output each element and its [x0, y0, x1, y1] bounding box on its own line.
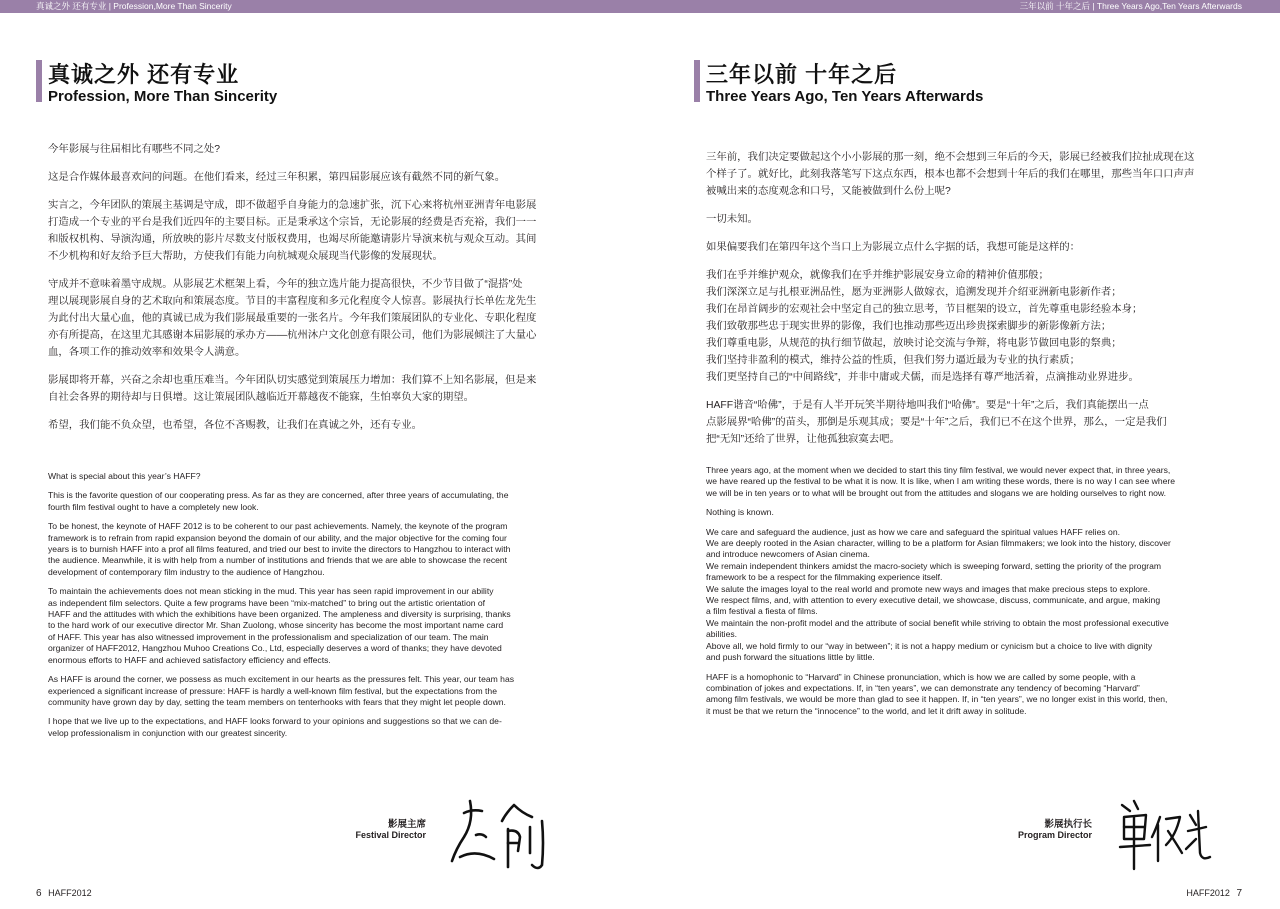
text-line: enormous efforts to HAFF and achieved satisfactory efficiency and effects.	[48, 654, 331, 665]
text-line: we will be in ten years or to what will be brought out from the attitudes and slogans we are holding ourselves to right now.	[706, 487, 1167, 498]
text-line: Above all, we hold firmly to our “way in between”; it is not a happy medium or cynicism but a choice to live with dignity	[706, 640, 1153, 651]
folio-label: HAFF2012	[1186, 888, 1230, 898]
text-line: 自社会各界的期待却与日俱增。这让策展团队越临近开幕越夜不能寐，生怕辜负大家的期望。	[48, 392, 475, 403]
text-line: combination of jokes and expectations. If, in “ten years”, we can demonstrate any tendency of becoming “Harvard”	[706, 682, 1140, 693]
text-line: 血，各项工作的推动效率和效果令人满意。	[48, 347, 246, 358]
festival-director-signature	[446, 791, 558, 873]
page-number: 6	[36, 888, 42, 899]
text-line: framework to be a respect for the filmmaking experience itself.	[706, 572, 943, 583]
text-line: organizer of HAFF2012, Hangzhou Muhoo Creations Co., Ltd, especially deserves a word of thanks; they have devoted	[48, 643, 502, 654]
text-line: This is the favorite question of our cooperating press. As far as they are concerned, after three years of accumulating, the	[48, 490, 509, 501]
text-line: framework is to refrain from rapid expansion beyond the domain of our ability, and the major objective for the coming four	[48, 532, 507, 543]
paragraph	[48, 471, 514, 482]
page-folio-left	[36, 888, 92, 899]
text-line: experienced a significant increase of pressure: HAFF is hardly a well-known film festival, but the expectations from the	[48, 685, 497, 696]
paragraph	[48, 197, 536, 265]
page-number: 7	[1236, 888, 1242, 899]
paragraph	[706, 149, 1194, 200]
text-line: To be honest, the keynote of HAFF 2012 is to be coherent to our past achievements. Namely, the keynote of the program	[48, 521, 508, 532]
text-line: 不少机构和好友给予巨大帮助，方使我们有能力向杭城观众展现当代影像的发展现状。	[48, 251, 443, 262]
paragraph	[706, 267, 1194, 386]
paragraph	[48, 169, 536, 186]
text-line: the audience. Meanwhile, it is with help from a number of institutions and friends that we are able to showcase the recent	[48, 555, 508, 566]
text-line: We maintain the non-profit model and the attribute of social benefit while striving to obtain the most professional executive	[706, 617, 1169, 628]
text-line: We salute the images loyal to the real world and promote new ways and images that make precious steps to explore.	[706, 583, 1151, 594]
page-folio-right	[1186, 888, 1242, 899]
paragraph	[706, 507, 1175, 518]
text-line: 理以展现影展自身的艺术取向和策展态度。节目的丰富程度和多元化程度令人惊喜。影展执行长单佐龙先生	[48, 296, 537, 307]
chinese-body-text	[48, 141, 536, 434]
text-line: 我们在昂首阔步的宏观社会中坚定自己的独立思考，节目框架的设立，首先尊重电影经验本身；	[706, 304, 1143, 315]
text-line: a film festival a fiesta of films.	[706, 606, 818, 617]
text-line: community have grown day by day, setting the team members on tenterhooks with fears that they might let people down.	[48, 696, 506, 707]
english-body-text	[706, 465, 1175, 717]
paragraph	[48, 417, 536, 434]
running-header-right: 三年以前 十年之后 | Three Years Ago,Ten Years Afterwards	[1019, 1, 1242, 11]
paragraph	[48, 141, 536, 158]
text-line: As HAFF is around the corner, we possess as much excitement in our hearts as the pressures felt. This year, our team has	[48, 674, 515, 685]
text-line: 把“无知”还给了世界，让他孤独寂寞去吧。	[706, 434, 900, 445]
text-line: and push forward the situations little by little.	[706, 652, 875, 663]
text-line: 实言之，今年团队的策展主基调是守成，即不做超乎自身能力的急速扩张，沉下心来将杭州亚洲青年电影展	[48, 200, 537, 211]
paragraph	[48, 372, 536, 406]
text-line: 被喊出来的态度观念和口号，又能被做到什么份上呢?	[706, 186, 951, 197]
text-line: 今年影展与往届相比有哪些不同之处?	[48, 144, 221, 155]
text-line: HAFF谐音“哈佛”，于是有人半开玩笑半期待地叫我们“哈佛”。要是“十年”之后，我们真能摆出一点	[706, 400, 1149, 411]
text-line: it must be that we return the “innocence” to the world, and let it drift away in solitude.	[706, 705, 1027, 716]
text-line: fourth film festival ought to have a completely new look.	[48, 501, 259, 512]
page-title-en: Profession, More Than Sincerity	[48, 88, 278, 105]
text-line: 一切未知。	[706, 214, 758, 225]
text-line: to the hard work of our executive director Mr. Shan Zuolong, whose sincerity has become the most important name card	[48, 620, 504, 631]
paragraph	[48, 276, 536, 361]
text-line: 守成并不意味着墨守成规。从影展艺术框架上看，今年的独立选片能力提高很快，不少节目做了“混搭”处	[48, 279, 523, 290]
text-line: We respect films, and, with attention to every executive detail, we showcase, discuss, communicate, and argue, making	[706, 595, 1161, 606]
page-title-en: Three Years Ago, Ten Years Afterwards	[706, 88, 984, 105]
paragraph	[48, 716, 514, 739]
running-header-bar	[0, 0, 1280, 13]
program-director-signature	[1116, 795, 1216, 875]
text-line: 影展即将开幕，兴奋之余却也重压难当。今年团队切实感觉到策展压力增加：我们算不上知名影展，但是来	[48, 375, 537, 386]
paragraph	[706, 239, 1194, 256]
text-line: as independent film selectors. Quite a few programs have been “mix-matched” to bring out the artistic orientation of	[48, 597, 486, 608]
signature-role-en: Festival Director	[355, 830, 426, 840]
heading-accent-bar	[694, 60, 700, 102]
page-title-cn: 三年以前 十年之后	[706, 62, 898, 87]
paragraph	[706, 672, 1175, 718]
text-line: We care and safeguard the audience, just as how we care and safeguard the spiritual values HAFF relies on.	[706, 526, 1121, 537]
paragraph	[48, 586, 514, 666]
text-line: Three years ago, at the moment when we decided to start this tiny film festival, we would never expect that, in three years,	[706, 465, 1171, 475]
signature-role-cn: 影展执行长	[1044, 819, 1092, 830]
english-body-text	[48, 471, 514, 739]
text-line: We are deeply rooted in the Asian character, willing to be a platform for Asian filmmakers; we look into the history, discover	[706, 538, 1171, 549]
text-line: velop professionalism in conjunction with our greatest sincerity.	[48, 727, 288, 738]
text-line: 和版权机构、导演沟通，所放映的影片尽数支付版权费用，也竭尽所能邀请影片导演来杭与观众互动。其间	[48, 234, 537, 245]
text-line: I hope that we live up to the expectations, and HAFF looks forward to your opinions and suggestions so that we can de-	[48, 716, 502, 727]
text-line: years is to burnish HAFF into a prof all films featured, and tried our best to invite the directors to Hangzhou to interact with	[48, 544, 511, 555]
text-line: 希望，我们能不负众望，也希望，各位不吝赐教，让我们在真诚之外，还有专业。	[48, 420, 423, 431]
folio-label: HAFF2012	[48, 888, 92, 898]
text-line: HAFF and the attitudes with which the exhibitions have been organized. The ampleness and diversity is surprising, thanks	[48, 609, 511, 620]
signature-role-cn: 影展主席	[387, 819, 426, 830]
text-line: 打造成一个专业的平台是我们近四年的主要目标。正是秉承这个宗旨，无论影展的经费是否充裕，我们一一	[48, 217, 537, 228]
text-line: We remain independent thinkers amidst the macro-society which is sweeping forward, setting the priority of the program	[706, 560, 1162, 571]
right-page	[640, 13, 1280, 909]
chinese-body-text	[706, 149, 1194, 448]
left-page	[0, 13, 640, 909]
text-line: 我们尊重电影，从规范的执行细节做起，放映讨论交流与争辩，将电影节做回电影的祭典；	[706, 338, 1122, 349]
text-line: and introduce newcomers of Asian cinema.	[706, 549, 870, 560]
text-line: we have reared up the festival to be what it is now. It is like, when I am writing these words, there is no way I can see where	[706, 476, 1176, 487]
text-line: among film festivals, we would be more than glad to see it happen. If, in “ten years”, we no longer exist in this world, then,	[706, 694, 1168, 705]
paragraph	[48, 521, 514, 578]
text-line: 我们致敬那些忠于现实世界的影像，我们也推动那些迈出珍贵探索脚步的新影像新方法；	[706, 321, 1112, 332]
text-line: 这是合作媒体最喜欢问的问题。在他们看来，经过三年积累，第四届影展应该有截然不同的新气象。	[48, 172, 506, 183]
heading-accent-bar	[36, 60, 42, 102]
paragraph	[706, 211, 1194, 228]
text-line: abilities.	[706, 629, 738, 640]
text-line: To maintain the achievements does not mean sticking in the mud. This year has seen rapid improvement in our ability	[48, 586, 494, 597]
text-line: 如果偏要我们在第四年这个当口上为影展立点什么字据的话，我想可能是这样的：	[706, 242, 1081, 253]
text-line: What is special about this year’s HAFF?	[48, 471, 201, 481]
running-header-left: 真诚之外 还有专业 | Profession,More Than Sincerity	[36, 1, 232, 11]
text-line: 我们在乎并维护观众，就像我们在乎并维护影展安身立命的精神价值那般；	[706, 270, 1049, 281]
text-line: 我们更坚持自己的“中间路线”，并非中庸或犬儒，而是选择有尊严地活着，点滴推动业界进步。	[706, 372, 1139, 383]
paragraph	[706, 397, 1194, 448]
text-line: Nothing is known.	[706, 507, 774, 518]
text-line: 为此付出大量心血，他的真诚已成为我们影展最重要的一张名片。今年我们策展团队的专业化、专职化程度	[48, 313, 537, 324]
paragraph	[706, 465, 1175, 499]
signature-role-en: Program Director	[1017, 830, 1092, 840]
paragraph	[48, 490, 514, 513]
text-line: 亦有所提高，在这里尤其感谢本届影展的承办方——杭州沐户文化创意有限公司，他们为影展倾注了大量心	[48, 330, 537, 341]
paragraph	[706, 527, 1175, 664]
text-line: 个样子了。就好比，此刻我落笔写下这点东西，根本也都不会想到十年后的我们在哪里，那些当年口口声声	[706, 169, 1195, 180]
text-line: HAFF is a homophonic to “Harvard” in Chinese pronunciation, which is how we are called by some people, with a	[706, 671, 1136, 682]
text-line: development of contemporary film industry to the audience of Hangzhou.	[48, 566, 325, 577]
paragraph	[48, 674, 514, 708]
page-title-cn: 真诚之外 还有专业	[48, 62, 240, 87]
text-line: 三年前，我们决定要做起这个小小影展的那一刻，绝不会想到三年后的今天，影展已经被我们拉扯成现在这	[706, 152, 1195, 163]
text-line: 我们坚持非盈利的模式，维持公益的性质，但我们努力逼近最为专业的执行素质；	[706, 355, 1081, 366]
text-line: of HAFF. This year has also witnessed improvement in the professionalism and specialization of our team. The main	[48, 631, 489, 642]
text-line: 点影展界“哈佛”的苗头，那倒是乐观其成；要是“十年”之后，我们已不在这个世界，那么，一定是我们	[706, 417, 1167, 428]
text-line: 我们深深立足与扎根亚洲品性，愿为亚洲影人做嫁衣，追溯发现并介绍亚洲新电影新作者；	[706, 287, 1122, 298]
